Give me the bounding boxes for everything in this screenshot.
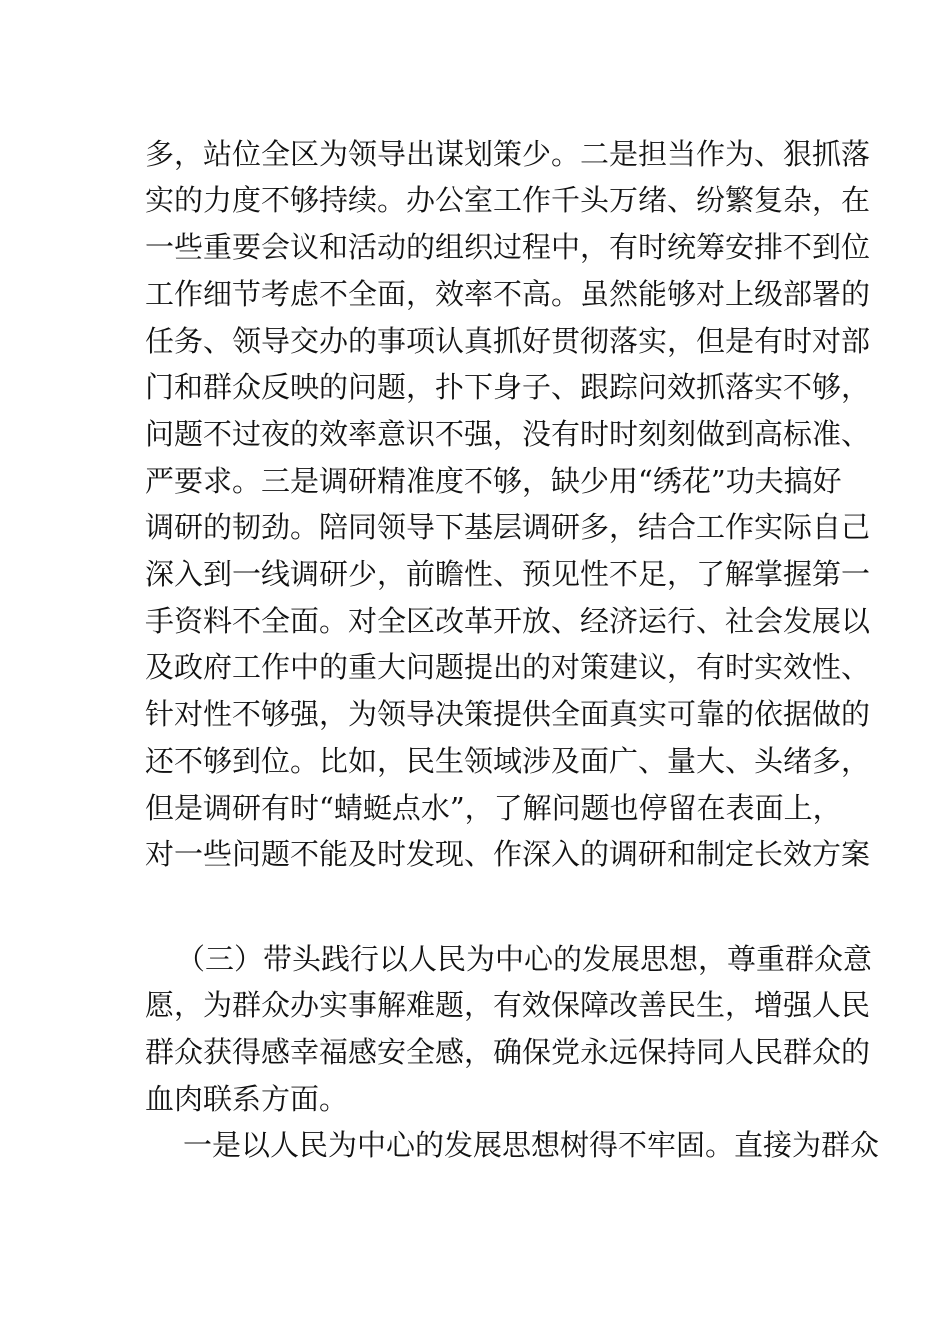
section-heading-line: （三）带头践行以人民为中心的发展思想，尊重群众意 — [176, 942, 873, 976]
text-line: 还不够到位。比如，民生领域涉及面广、量大、头绪多， — [145, 744, 871, 778]
text-line: 但是调研有时“蜻蜓点水”，了解问题也停留在表面上， — [145, 791, 842, 825]
text-line: 实的力度不够持续。办公室工作千头万绪、纷繁复杂，在 — [145, 183, 871, 217]
text-line: 多，站位全区为领导出谋划策少。二是担当作为、狠抓落 — [145, 137, 871, 171]
text-line: 深入到一线调研少，前瞻性、预见性不足，了解掌握第一 — [145, 557, 871, 591]
text-line: 门和群众反映的问题，扑下身子、跟踪问效抓落实不够， — [145, 370, 871, 404]
text-line: 对一些问题不能及时发现、作深入的调研和制定长效方案 — [145, 837, 871, 871]
text-line: 工作细节考虑不全面，效率不高。虽然能够对上级部署的 — [145, 277, 871, 311]
paragraph-start-line: 一是以人民为中心的发展思想树得不牢固。直接为群众 — [183, 1128, 880, 1162]
section-heading-line: 血肉联系方面。 — [145, 1082, 349, 1116]
text-line: 一些重要会议和活动的组织过程中，有时统筹安排不到位 — [145, 230, 871, 264]
text-line: 及政府工作中的重大问题提出的对策建议，有时实效性、 — [145, 650, 871, 684]
text-line: 问题不过夜的效率意识不强，没有时时刻刻做到高标准、 — [145, 417, 871, 451]
text-line: 针对性不够强，为领导决策提供全面真实可靠的依据做的 — [145, 697, 871, 731]
text-line: 任务、领导交办的事项认真抓好贯彻落实，但是有时对部 — [145, 324, 871, 358]
text-line: 严要求。三是调研精准度不够，缺少用“绣花”功夫搞好 — [145, 464, 842, 498]
text-line: 调研的韧劲。陪同领导下基层调研多，结合工作实际自己 — [145, 510, 871, 544]
text-line: 手资料不全面。对全区改革开放、经济运行、社会发展以 — [145, 604, 871, 638]
section-heading-line: 愿，为群众办实事解难题，有效保障改善民生，增强人民 — [145, 988, 871, 1022]
section-heading-line: 群众获得感幸福感安全感，确保党永远保持同人民群众的 — [145, 1035, 871, 1069]
